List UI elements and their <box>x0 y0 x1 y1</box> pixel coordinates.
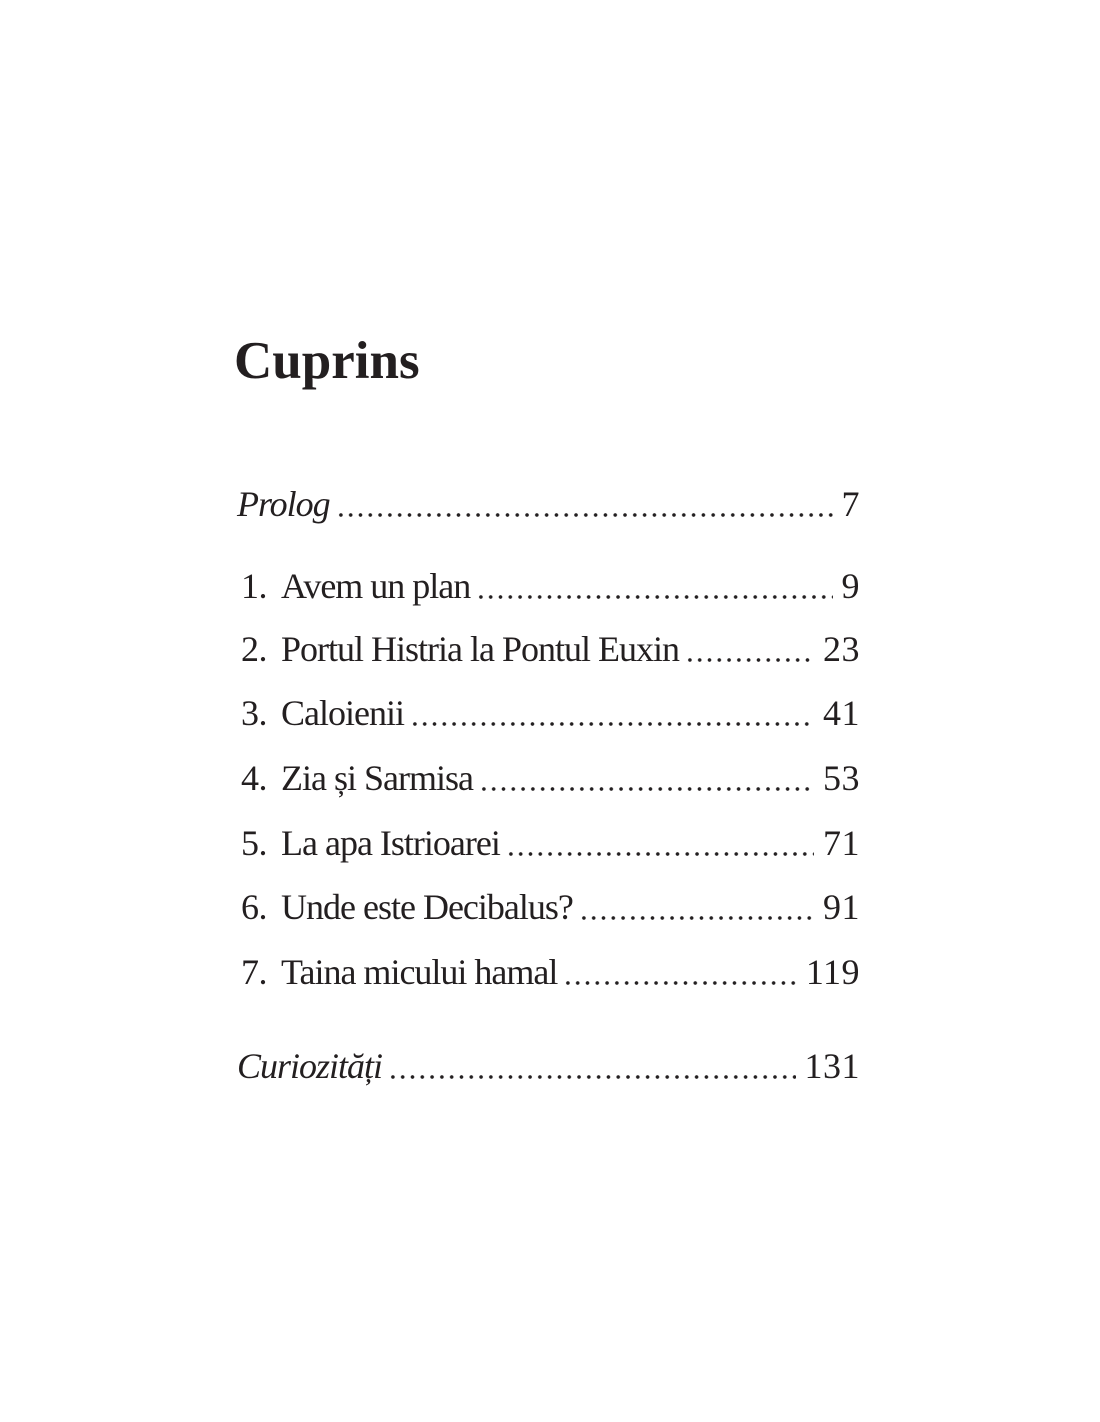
toc-entry-chapter-5 <box>237 821 860 865</box>
dot-leader <box>563 950 796 994</box>
toc-entry-chapter-3 <box>237 691 860 735</box>
toc-entry-label: La apa Istrioarei <box>281 823 500 863</box>
toc-entry-label: Portul Histria la Pontul Euxin <box>281 629 679 669</box>
dot-leader <box>479 756 814 800</box>
toc-entry-number: 2. <box>241 629 267 669</box>
toc-entry-label: Unde este Decibalus? <box>281 887 573 927</box>
toc-entry-number: 5. <box>241 823 267 863</box>
toc-entry-page: 7 <box>841 484 860 524</box>
toc-entry-chapter-6 <box>237 885 860 929</box>
toc-entry-page: 41 <box>823 693 860 733</box>
toc-entry-label: Taina micului hamal <box>281 952 558 992</box>
toc-entry-number: 1. <box>241 566 267 606</box>
toc-entry-number: 7. <box>241 952 267 992</box>
page-title: Cuprins <box>234 332 420 390</box>
toc-entry-number: 6. <box>241 887 267 927</box>
toc-entry-label: Prolog <box>237 484 330 524</box>
toc-entry-number: 4. <box>241 758 267 798</box>
toc-entry-page: 9 <box>841 566 860 606</box>
toc-entry-label: Caloienii <box>281 693 404 733</box>
dot-leader <box>336 482 833 526</box>
toc-entry-prolog <box>237 482 860 526</box>
toc-entry-page: 71 <box>823 823 860 863</box>
toc-entry-chapter-4 <box>237 756 860 800</box>
dot-leader <box>388 1044 795 1088</box>
toc-entry-page: 119 <box>805 952 860 992</box>
toc-entry-chapter-2 <box>237 627 860 671</box>
toc-entry-number: 3. <box>241 693 267 733</box>
dot-leader <box>685 627 814 671</box>
toc-list <box>237 0 860 1422</box>
toc-entry-chapter-7 <box>237 950 860 994</box>
toc-entry-curiozitati <box>237 1044 860 1088</box>
dot-leader <box>476 564 832 608</box>
dot-leader <box>579 885 814 929</box>
toc-entry-page: 53 <box>823 758 860 798</box>
dot-leader <box>410 691 814 735</box>
toc-entry-page: 23 <box>823 629 860 669</box>
toc-entry-page: 131 <box>804 1046 860 1086</box>
toc-entry-page: 91 <box>823 887 860 927</box>
toc-entry-label: Zia și Sarmisa <box>281 758 473 798</box>
dot-leader <box>506 821 814 865</box>
toc-entry-chapter-1 <box>237 564 860 608</box>
toc-entry-label: Avem un plan <box>281 566 471 606</box>
toc-entry-label: Curiozități <box>237 1046 383 1086</box>
